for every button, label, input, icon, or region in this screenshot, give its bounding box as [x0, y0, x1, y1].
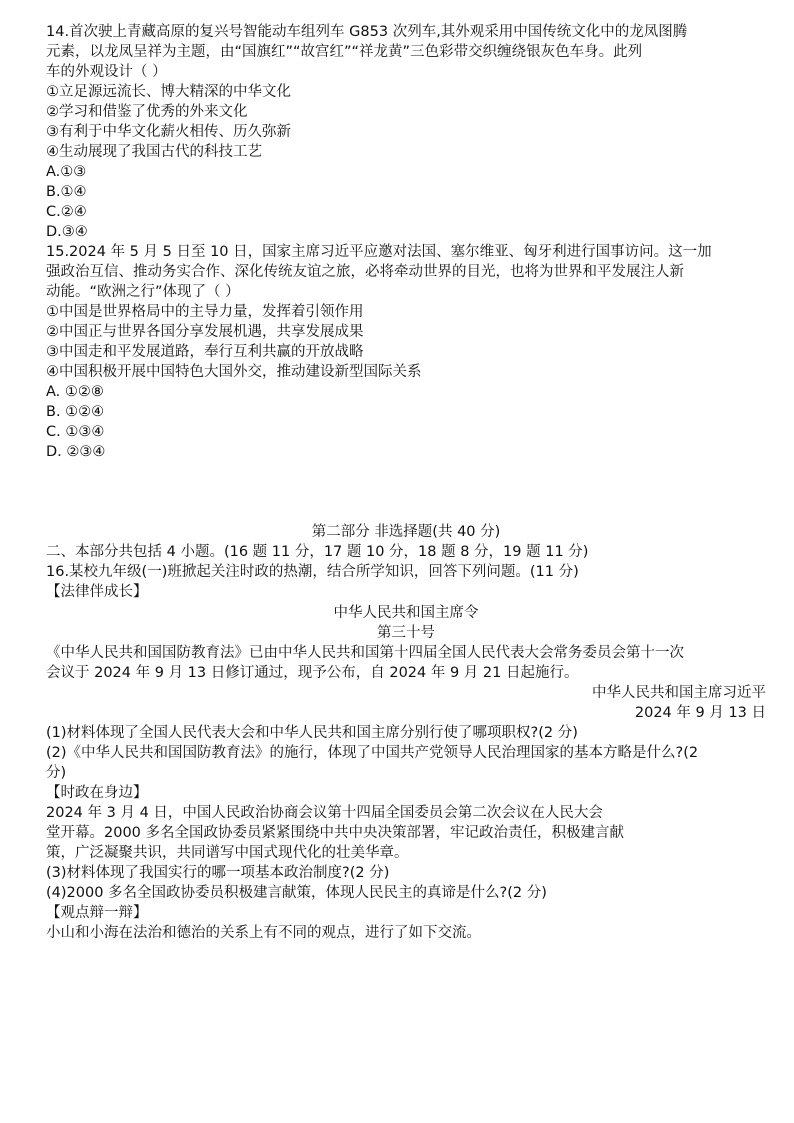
decree-body-line: 《中华人民共和国国防教育法》已由中华人民共和国第十四届全国人民代表大会常务委员会第十一次 — [46, 645, 684, 661]
q14-option-c: C.②④ — [46, 204, 87, 220]
q16-stem: 16.某校九年级(一)班掀起关注时政的热潮，结合所学知识，回答下列问题。(11 分) — [46, 564, 579, 580]
q14-stem-line: 14.首次驶上青藏高原的复兴号智能动车组列车 G853 次列车,其外观采用中国传统文化中的龙凤图腾 — [46, 24, 688, 40]
sub-question-4: (4)2000 多名全国政协委员积极建言献策，体现人民民主的真谛是什么?(2 分) — [46, 885, 547, 901]
law-section-heading: 【法律伴成长】 — [46, 584, 148, 600]
sub-question-2: (2)《中华人民共和国国防教育法》的施行，体现了中国共产党领导人民治理国家的基本方略是什么?(2 — [46, 745, 699, 761]
q14-stem-line: 车的外观设计（ ） — [46, 64, 167, 80]
q14-statement: ④生动展现了我国古代的科技工艺 — [46, 144, 262, 160]
q14-option-b: B.①④ — [46, 184, 87, 200]
debate-section-heading: 【观点辩一辩】 — [46, 905, 148, 921]
q15-option-b: B. ①②④ — [46, 404, 105, 420]
q14-statement: ②学习和借鉴了优秀的外来文化 — [46, 104, 248, 120]
q14-statement: ③有利于中华文化薪火相传、历久弥新 — [46, 124, 291, 140]
politics-section-heading: 【时政在身边】 — [46, 785, 148, 801]
sub-question-2-continued: 分) — [46, 765, 67, 781]
decree-body-line: 会议于 2024 年 9 月 13 日修订通过，现予公布，自 2024 年 9 月 21 日起施行。 — [46, 665, 579, 681]
sub-question-1: (1)材料体现了全国人民代表大会和中华人民共和国主席分别行使了哪项职权?(2 分) — [46, 725, 578, 741]
q15-stem-line: 15.2024 年 5 月 5 日至 10 日，国家主席习近平应邀对法国、塞尔维亚、匈牙利进行国事访问。这一加 — [46, 244, 712, 260]
politics-body-line: 2024 年 3 月 4 日，中国人民政治协商会议第十四届全国委员会第二次会议在人民大会 — [46, 805, 603, 821]
q15-option-a: A. ①②⑧ — [46, 384, 104, 400]
q15-statement: ③中国走和平发展道路，奉行互利共赢的开放战略 — [46, 344, 364, 360]
q15-stem-line: 强政治互信、推动务实合作、深化传统友谊之旅，必将牵动世界的目光，也将为世界和平发展注人新 — [46, 264, 684, 280]
q15-statement: ④中国积极开展中国特色大国外交，推动建设新型国际关系 — [46, 364, 422, 380]
q15-stem-line: 动能。“欧洲之行”体现了（ ） — [46, 284, 240, 300]
part2-title: 第二部分 非选择题(共 40 分) — [311, 524, 501, 540]
q14-option-d: D.③④ — [46, 224, 88, 240]
decree-date: 2024 年 9 月 13 日 — [634, 705, 766, 721]
politics-body-line: 策，广泛凝聚共识，共同谱写中国式现代化的壮美华章。 — [46, 845, 409, 861]
q14-stem-line: 元素，以龙凤呈祥为主题，由“国旗红”“故宫红”“祥龙黄”三色彩带交织缠绕银灰色车身。此列 — [46, 44, 643, 60]
q15-statement: ②中国正与世界各国分享发展机遇，共享发展成果 — [46, 324, 364, 340]
q15-statement: ①中国是世界格局中的主导力量，发挥着引领作用 — [46, 304, 364, 320]
decree-signature: 中华人民共和国主席习近平 — [592, 685, 766, 701]
decree-title: 中华人民共和国主席令 — [333, 605, 479, 621]
politics-body-line: 堂开幕。2000 多名全国政协委员紧紧围绕中共中央决策部署，牢记政治责任，积极建言献 — [46, 825, 625, 841]
q15-option-c: C. ①③④ — [46, 424, 105, 440]
sub-question-3: (3)材料体现了我国实行的哪一项基本政治制度?(2 分) — [46, 865, 390, 881]
q14-option-a: A.①③ — [46, 164, 87, 180]
q15-option-d: D. ②③④ — [46, 444, 106, 460]
decree-number: 第三十号 — [377, 625, 435, 641]
part2-intro: 二、本部分共包括 4 小题。(16 题 11 分，17 题 10 分，18 题 8 分，19 题 11 分) — [46, 544, 589, 560]
q14-statement: ①立足源远流长、博大精深的中华文化 — [46, 84, 291, 100]
debate-body: 小山和小海在法治和德治的关系上有不同的观点，进行了如下交流。 — [46, 925, 481, 941]
